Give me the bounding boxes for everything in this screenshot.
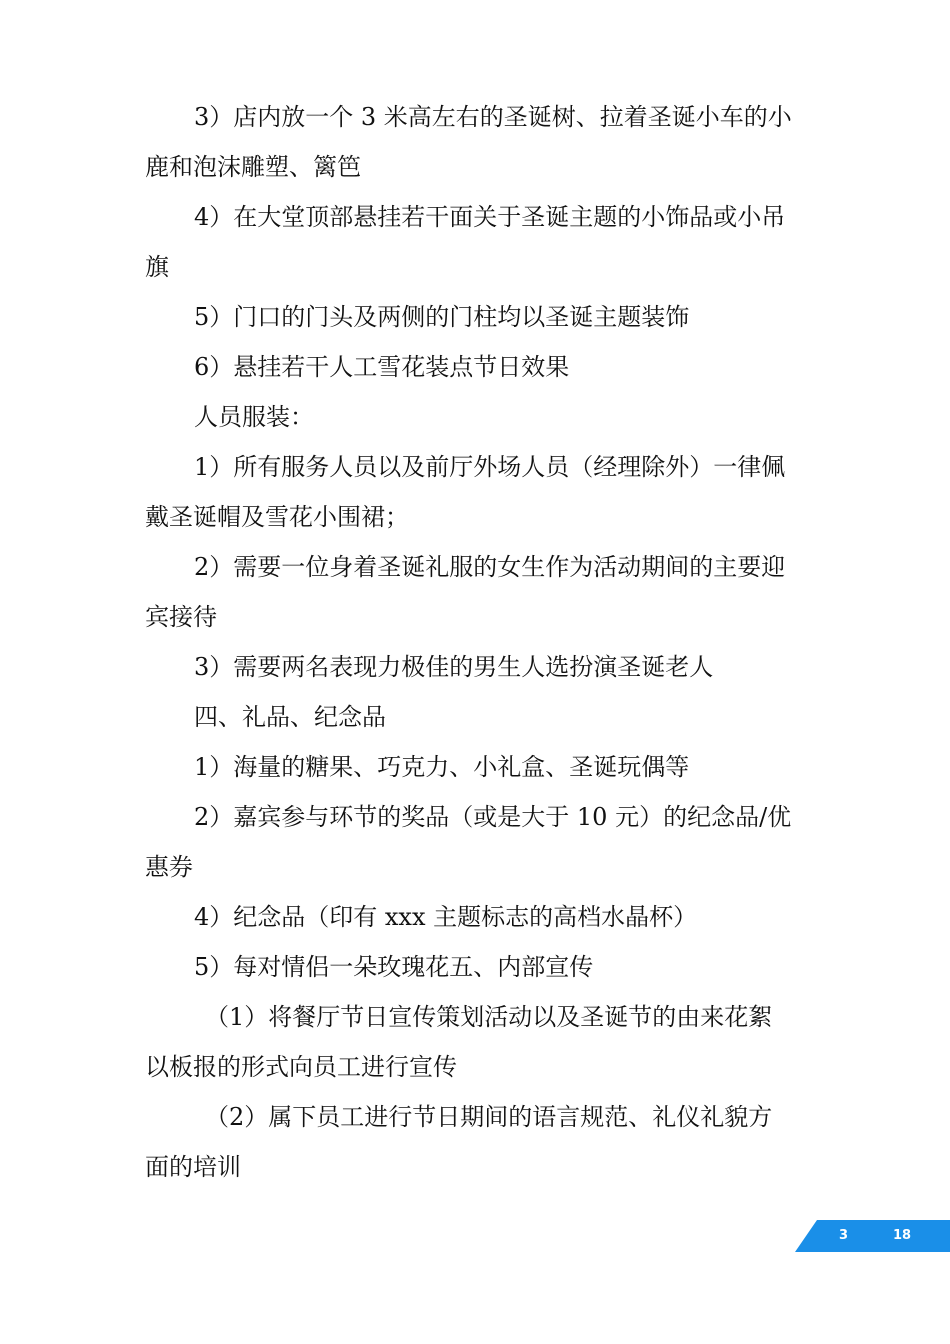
paragraph-decor-lobby: 4）在大堂顶部悬挂若干面关于圣诞主题的小饰品或小吊旗 [145, 203, 786, 281]
paragraph-decor-entrance: 5）门口的门头及两侧的门柱均以圣诞主题装饰 [194, 303, 690, 331]
section-heading-staff-costume: 人员服装： [194, 403, 314, 431]
paragraph-internal-board: （1）将餐厅节日宣传策划活动以及圣诞节的由来花絮以板报的形式向员工进行宣传 [145, 1003, 773, 1081]
section-heading-gifts: 四、礼品、纪念品 [194, 703, 386, 731]
paragraph-staff-hats: 1）所有服务人员以及前厅外场人员（经理除外）一律佩戴圣诞帽及雪花小围裙； [145, 453, 786, 531]
page-number-bar [795, 1220, 950, 1252]
document-body [145, 92, 795, 1192]
paragraph-decor-tree: 3）店内放一个 3 米高左右的圣诞树、拉着圣诞小车的小鹿和泡沫雕塑、篱笆 [145, 103, 792, 181]
paragraph-staff-santa: 3）需要两名表现力极佳的男生人选扮演圣诞老人 [194, 653, 714, 681]
paragraph-staff-greeter: 2）需要一位身着圣诞礼服的女生作为活动期间的主要迎宾接待 [145, 553, 786, 631]
total-pages-number: 18 [893, 1228, 912, 1243]
paragraph-gifts-prizes: 2）嘉宾参与环节的奖品（或是大于 10 元）的纪念品/优惠券 [145, 803, 792, 881]
paragraph-decor-snow: 6）悬挂若干人工雪花装点节日效果 [194, 353, 570, 381]
paragraph-gifts-roses: 5）每对情侣一朵玫瑰花五、内部宣传 [194, 953, 594, 981]
page-number-bar-shape [795, 1220, 950, 1252]
paragraph-gifts-souvenir: 4）纪念品（印有 xxx 主题标志的高档水晶杯） [194, 903, 698, 931]
paragraph-gifts-candy: 1）海量的糖果、巧克力、小礼盒、圣诞玩偶等 [194, 753, 690, 781]
current-page-number: 3 [839, 1228, 849, 1243]
paragraph-internal-training: （2）属下员工进行节日期间的语言规范、礼仪礼貌方面的培训 [145, 1103, 773, 1181]
